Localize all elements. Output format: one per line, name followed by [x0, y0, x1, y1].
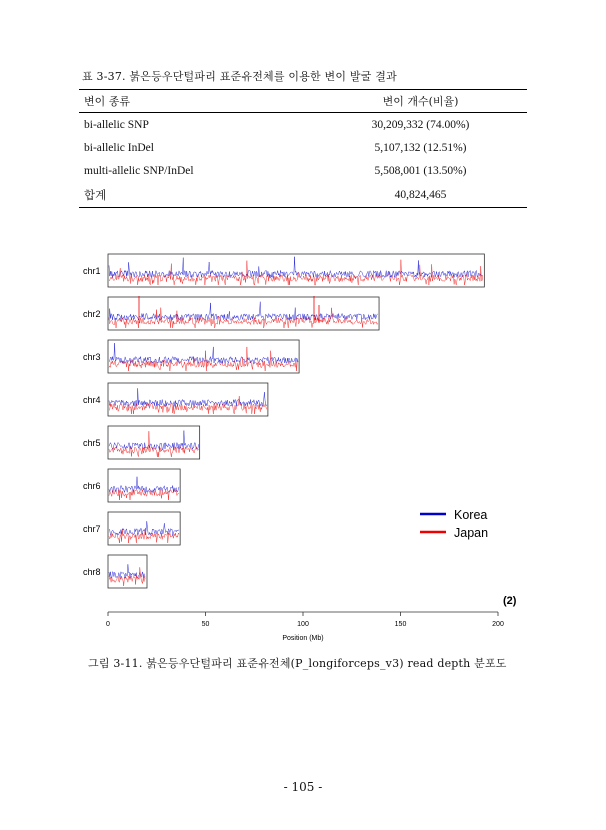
row-type-cell: 합계: [84, 189, 107, 202]
chromosome-frame: [108, 469, 180, 502]
row-type-cell: multi-allelic SNP/InDel: [84, 165, 194, 178]
chromosome-panels: [83, 254, 484, 588]
chromosome-frame: [108, 426, 200, 459]
row-count-cell: 40,824,465: [394, 188, 447, 201]
chromosome-label: chr7: [83, 524, 101, 534]
chromosome-label: chr1: [83, 266, 101, 276]
x-axis-title: Position (Mb): [282, 635, 324, 642]
chromosome-panel-chr6: [83, 469, 180, 502]
chromosome-label: chr3: [83, 352, 101, 362]
x-tick-label: 200: [492, 621, 504, 628]
chromosome-panel-chr8: [83, 555, 147, 588]
depth-line-japan: [109, 396, 267, 414]
row-type-cell: bi-allelic InDel: [84, 142, 154, 155]
row-count-cell: 5,508,001 (13.50%): [374, 165, 467, 178]
x-axis: [106, 612, 504, 642]
chromosome-label: chr8: [83, 567, 101, 577]
chromosome-label: chr6: [83, 481, 101, 491]
legend-label: Korea: [454, 508, 488, 522]
depth-line-japan: [109, 490, 179, 501]
chromosome-panel-chr7: [83, 512, 180, 545]
depth-line-korea: [109, 388, 267, 406]
header-variant-count: 변이 개수(비율): [382, 95, 459, 108]
x-tick-label: 0: [106, 621, 110, 628]
depth-line-korea: [109, 431, 199, 450]
x-tick-label: 100: [297, 621, 309, 628]
x-tick-label: 150: [394, 621, 407, 628]
table-caption: 표 3-37. 붉은등우단털파리 표준유전체를 이용한 변이 발굴 결과: [82, 70, 397, 83]
depth-line-korea: [109, 257, 483, 278]
chromosome-panel-chr4: [83, 383, 268, 416]
chromosome-panel-chr3: [83, 340, 299, 373]
chromosome-panel-chr5: [83, 426, 200, 459]
chromosome-label: chr2: [83, 309, 101, 319]
chromosome-frame: [108, 254, 484, 287]
legend: [420, 508, 488, 540]
row-count-cell: 5,107,132 (12.51%): [374, 142, 467, 155]
depth-line-japan: [109, 308, 378, 328]
figure-caption: 그림 3-11. 붉은등우단털파리 표준유전체(P_longiforceps_v3) read depth 분포도: [88, 657, 507, 670]
chromosome-panel-chr2: [83, 297, 379, 330]
page-number: - 105 -: [283, 780, 323, 794]
row-type-cell: bi-allelic SNP: [84, 118, 149, 131]
panel-label: (2): [503, 595, 517, 607]
chromosome-frame: [108, 383, 268, 416]
legend-label: Japan: [454, 526, 489, 540]
x-tick-label: 50: [201, 621, 210, 628]
depth-line-japan: [109, 567, 145, 586]
chromosome-frame: [108, 297, 379, 330]
chromosome-label: chr5: [83, 438, 101, 448]
header-variant-type: 변이 종류: [84, 95, 131, 108]
chromosome-label: chr4: [83, 395, 101, 405]
depth-line-korea: [109, 477, 179, 493]
depth-line-korea: [109, 302, 378, 321]
chromosome-panel-chr1: [83, 254, 484, 287]
row-count-cell: 30,209,332 (74.00%): [371, 118, 470, 131]
depth-line-korea: [109, 343, 298, 363]
